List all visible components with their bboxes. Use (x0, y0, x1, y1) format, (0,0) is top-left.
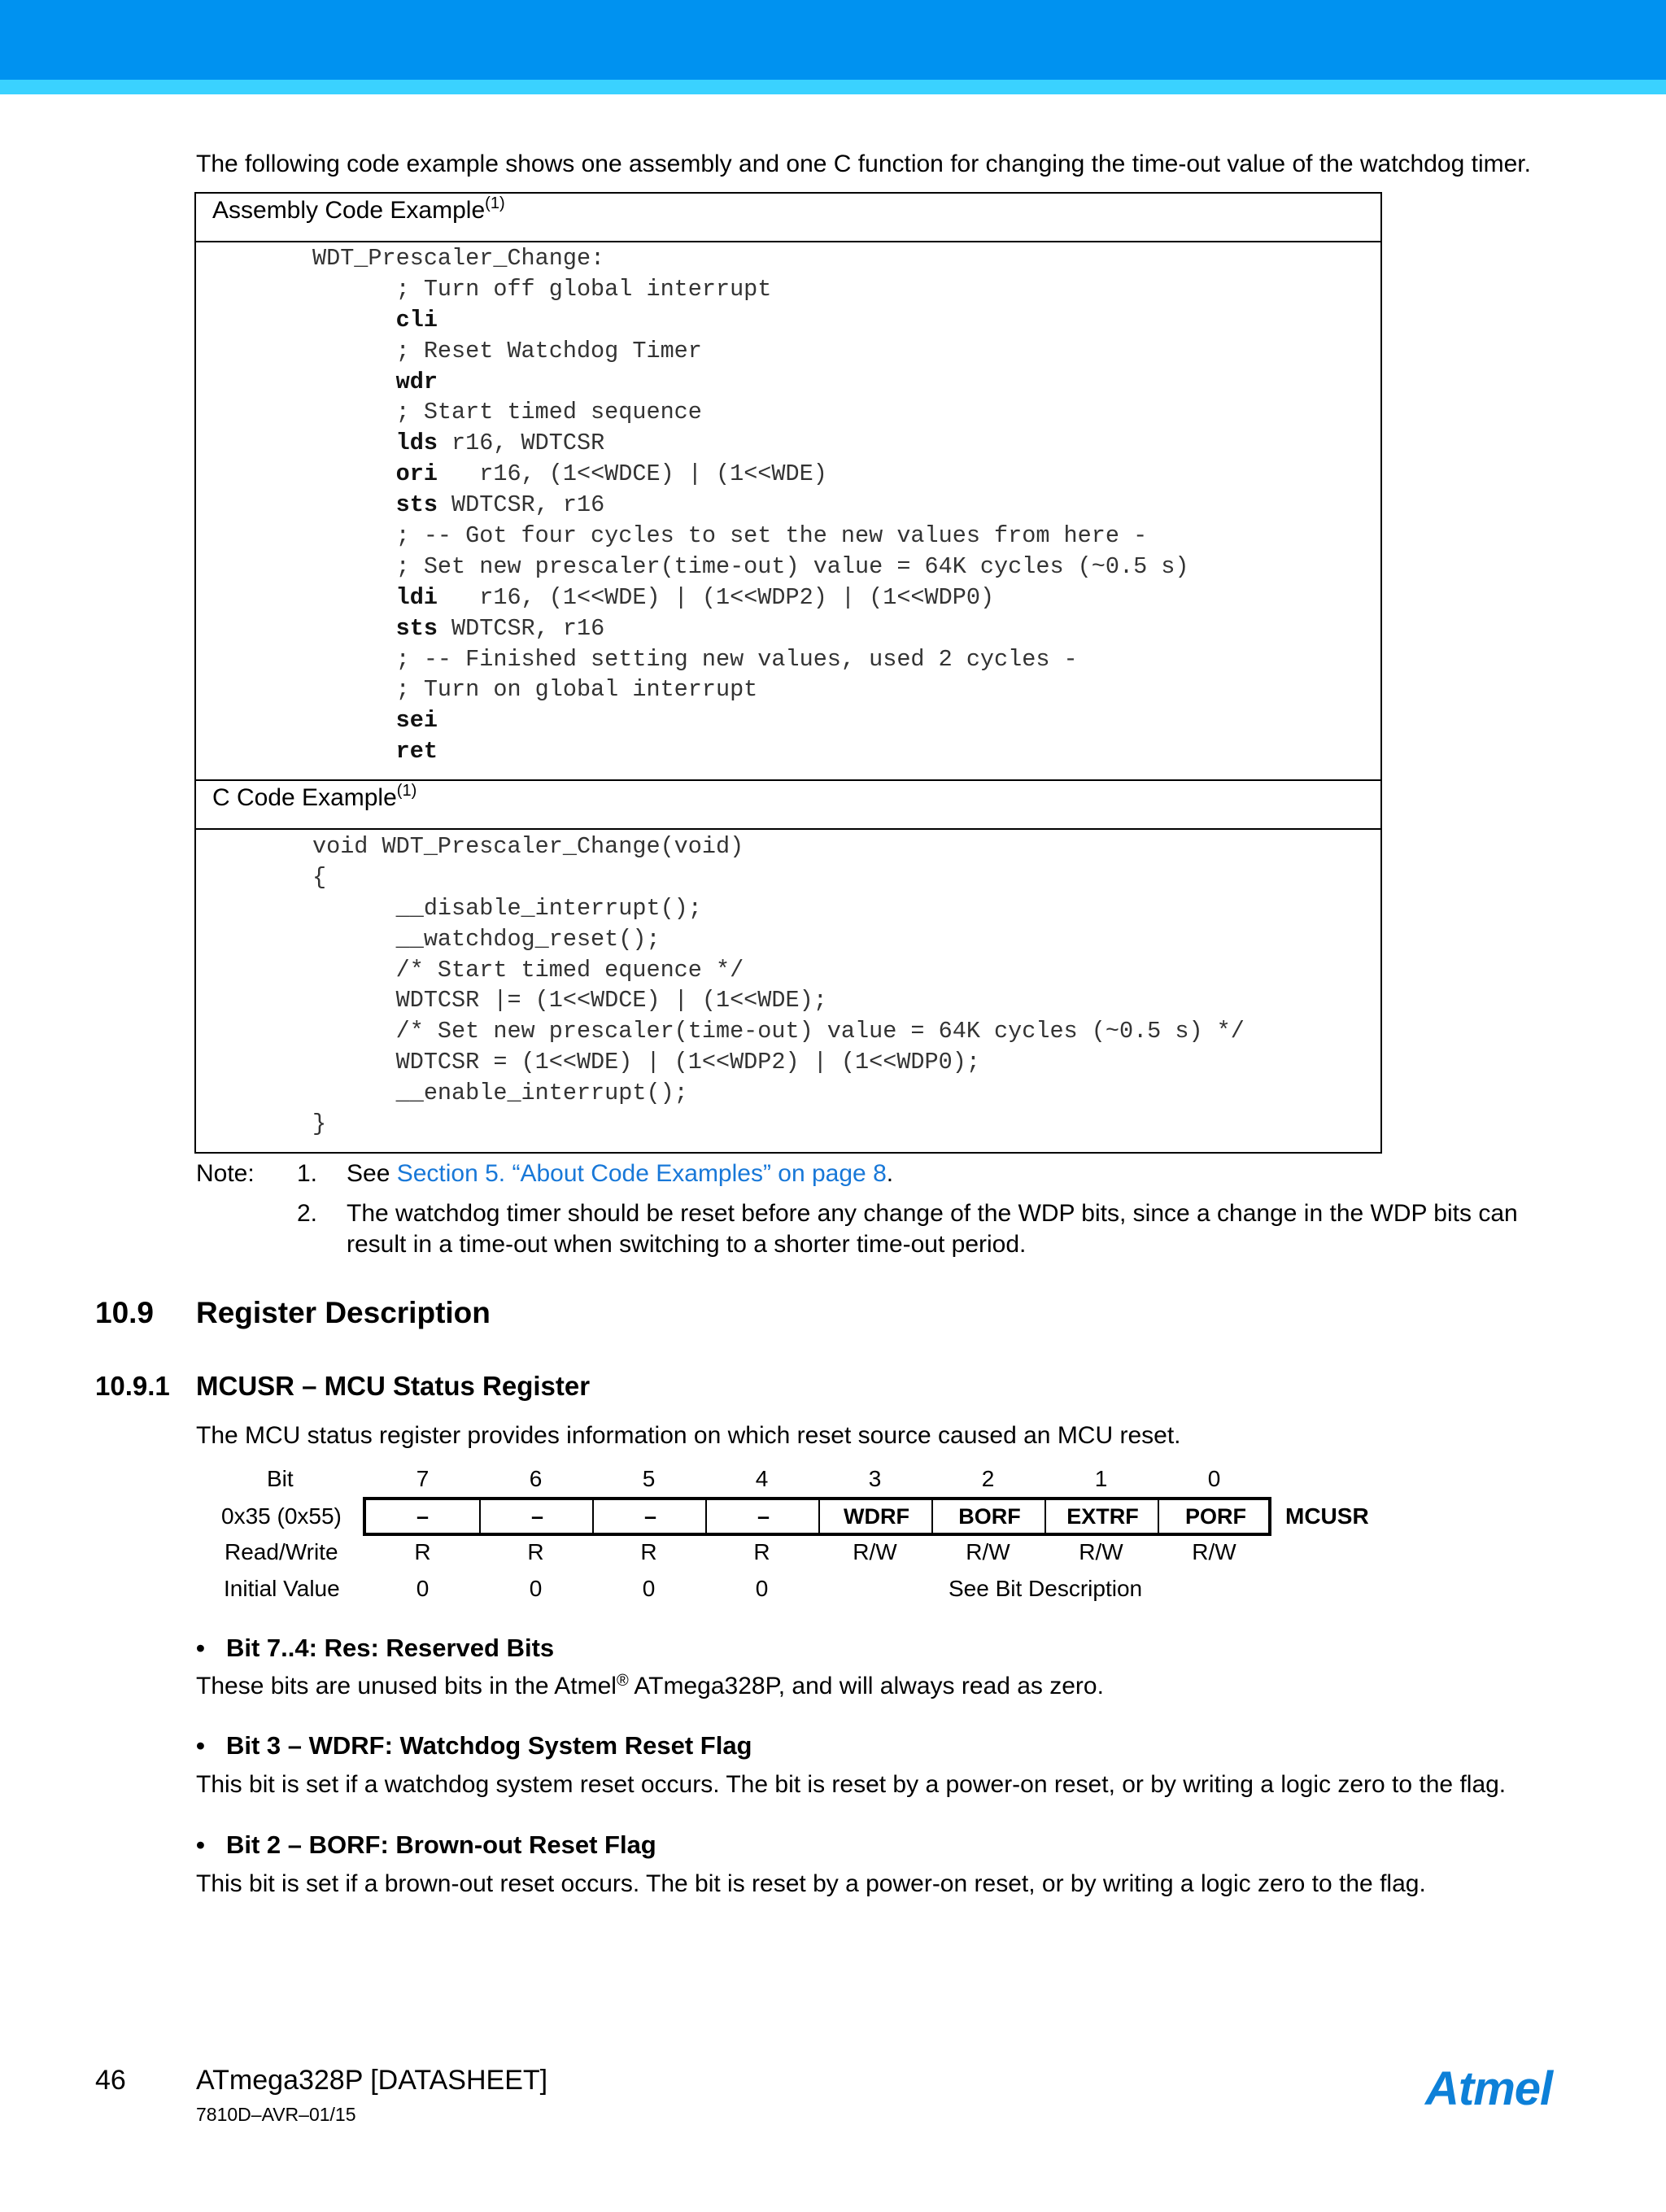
code-line: sts WDTCSR, r16 (395, 614, 605, 642)
code-line: ret (312, 738, 438, 766)
bit-access: R/W (1079, 1539, 1123, 1564)
note-2-line-1: The watchdog timer should be reset before any change of the WDP bits, since a change in the WDP bits can (347, 1200, 1518, 1227)
bit-access: R (527, 1539, 544, 1564)
bit-number: 4 (755, 1466, 769, 1491)
bit-3-description: This bit is set if a watchdog system reset occurs. The bit is reset by a power-on reset, or by writing a logic zero to the flag. (196, 1771, 1507, 1798)
bit-0-name: PORF (1158, 1500, 1272, 1533)
bit-initial-value: 0 (755, 1576, 769, 1601)
code-line: /* Set new prescaler(time-out) value = 64K cycles (~0.5 s) */ (312, 1018, 1245, 1045)
atmel-logo: Atmel (1425, 2062, 1553, 2115)
asm-code-header (196, 194, 1380, 242)
bit-number: 5 (642, 1466, 656, 1491)
register-address: 0x35 (0x55) (221, 1503, 342, 1529)
page-number: 46 (95, 2065, 126, 2096)
c-code-box (194, 779, 1382, 1154)
code-line: { (312, 863, 327, 891)
header-stripe (0, 80, 1666, 94)
note-2-number: 2. (297, 1200, 318, 1227)
bit-access: R (414, 1539, 431, 1564)
bit-access: R/W (966, 1539, 1010, 1564)
code-line: sei (312, 707, 438, 735)
code-line: WDTCSR |= (1<<WDCE) | (1<<WDE); (312, 987, 827, 1014)
intro-text: The following code example shows one assembly and one C function for changing the time-out value of the watchdog timer. (196, 151, 1531, 177)
code-line: ; Turn on global interrupt (312, 676, 758, 704)
subsection-number: 10.9.1 (95, 1371, 170, 1401)
code-line: ; Reset Watchdog Timer (312, 337, 702, 364)
section-title: Register Description (196, 1296, 491, 1329)
asm-code-title: Assembly Code Example (212, 197, 486, 224)
c-footnote-ref: (1) (396, 782, 417, 800)
asm-footnote-ref: (1) (485, 194, 505, 212)
bit-number: 7 (416, 1466, 430, 1491)
bit-initial-value: 0 (642, 1576, 656, 1601)
code-line: lds r16, WDTCSR (395, 430, 605, 457)
c-code-header (196, 781, 1380, 830)
code-line: ldi r16, (1<<WDE) | (1<<WDP2) | (1<<WDP0) (395, 583, 995, 611)
about-code-examples-link[interactable]: Section 5. “About Code Examples” on page 8 (396, 1160, 887, 1187)
bit-3-name: WDRF (818, 1500, 933, 1533)
bullet-glyph: • (196, 1830, 205, 1859)
bit-7-4-title: Bit 7..4: Res: Reserved Bits (226, 1634, 555, 1662)
code-line: wdr (312, 368, 438, 395)
code-line: __disable_interrupt(); (312, 894, 702, 922)
code-line: ; -- Got four cycles to set the new values from here - (312, 522, 1148, 550)
code-line: __enable_interrupt(); (312, 1080, 688, 1107)
code-line: cli (312, 306, 438, 334)
bit-2-description: This bit is set if a brown-out reset occurs. The bit is reset by a power-on reset, or by writing a logic zero to the flag. (196, 1870, 1426, 1897)
bit-3-heading (196, 1730, 752, 1761)
bit-7-4-description (196, 1671, 1104, 1702)
subsection-description: The MCU status register provides information on which reset source caused an MCU reset. (196, 1422, 1181, 1449)
code-line: ; Start timed sequence (312, 399, 702, 426)
note-2-line-2: result in a time-out when switching to a shorter time-out period. (347, 1231, 1027, 1258)
bit-4-name: – (705, 1500, 820, 1533)
code-line: __watchdog_reset(); (312, 925, 661, 953)
bit-access: R (640, 1539, 657, 1564)
bit-number: 2 (981, 1466, 995, 1491)
bit-2-heading (196, 1830, 656, 1861)
bit-access: R/W (1192, 1539, 1236, 1564)
register-rw-label: Read/Write (225, 1539, 338, 1564)
note-1-number: 1. (297, 1160, 318, 1187)
note-1-prefix: See (347, 1160, 397, 1187)
bit-1-name: EXTRF (1045, 1500, 1159, 1533)
register-initial-label: Initial Value (224, 1576, 340, 1601)
asm-code-listing (312, 243, 1188, 767)
register-bit-field (363, 1497, 1271, 1536)
bit-number: 6 (529, 1466, 543, 1491)
code-line: /* Start timed equence */ (312, 956, 744, 984)
section-number: 10.9 (95, 1296, 155, 1329)
asm-code-box (194, 192, 1382, 781)
code-line: WDT_Prescaler_Change: (312, 245, 605, 272)
header-bar (0, 0, 1666, 80)
bit-access: R (753, 1539, 770, 1564)
code-line: sts WDTCSR, r16 (395, 491, 605, 519)
bit-6-name: – (479, 1500, 594, 1533)
bullet-glyph: • (196, 1634, 205, 1662)
bit-7-4-heading (196, 1633, 554, 1664)
code-line: ori r16, (1<<WDCE) | (1<<WDE) (395, 460, 827, 488)
note-1-text (347, 1158, 893, 1189)
bullet-glyph: • (196, 1731, 205, 1760)
bit-number: 1 (1094, 1466, 1108, 1491)
bit-7-4-desc-b: ATmega328P, and will always read as zero. (628, 1673, 1104, 1699)
bit-initial-value: 0 (529, 1576, 543, 1601)
register-bit-label: Bit (267, 1466, 294, 1491)
bit-7-4-desc-a: These bits are unused bits in the Atmel (196, 1673, 617, 1699)
bit-2-name: BORF (931, 1500, 1046, 1533)
note-label: Note: (196, 1160, 255, 1187)
code-line: ; Turn off global interrupt (312, 275, 772, 303)
bit-2-title: Bit 2 – BORF: Brown-out Reset Flag (226, 1830, 656, 1859)
note-1-suffix: . (886, 1160, 894, 1187)
bit-access: R/W (853, 1539, 897, 1564)
subsection-title: MCUSR – MCU Status Register (196, 1371, 591, 1401)
code-line: ; -- Finished setting new values, used 2 cycles - (312, 645, 1078, 673)
initial-value-note: See Bit Description (949, 1576, 1143, 1601)
document-title: ATmega328P [DATASHEET] (196, 2065, 548, 2096)
c-code-listing (312, 831, 1245, 1140)
bit-number: 0 (1207, 1466, 1221, 1491)
code-line: WDTCSR = (1<<WDE) | (1<<WDP2) | (1<<WDP0); (312, 1049, 980, 1076)
bit-number: 3 (868, 1466, 882, 1491)
code-line: } (312, 1110, 327, 1138)
c-code-title: C Code Example (212, 784, 397, 811)
registered-mark: ® (616, 1672, 629, 1690)
bit-initial-value: 0 (416, 1576, 430, 1601)
document-code: 7810D–AVR–01/15 (196, 2104, 356, 2125)
bit-7-name: – (416, 1504, 430, 1529)
code-line: void WDT_Prescaler_Change(void) (312, 833, 744, 860)
bit-5-name: – (592, 1500, 707, 1533)
code-line: ; Set new prescaler(time-out) value = 64K cycles (~0.5 s) (312, 552, 1189, 580)
bit-3-title: Bit 3 – WDRF: Watchdog System Reset Flag (226, 1731, 752, 1760)
register-name: MCUSR (1285, 1503, 1369, 1529)
